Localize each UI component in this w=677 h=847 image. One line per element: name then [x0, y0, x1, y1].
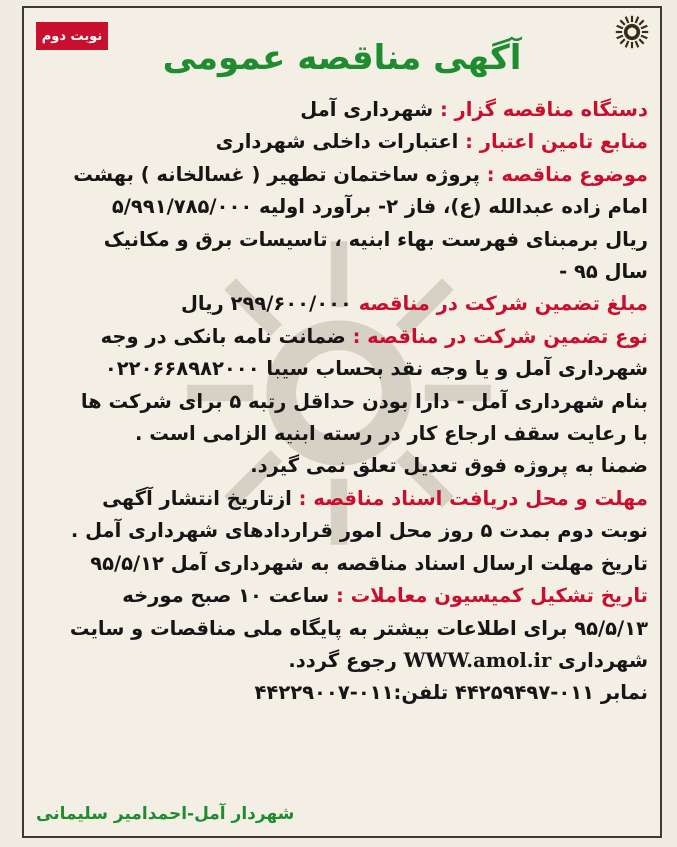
subject-text: سال ۹۵ - [559, 260, 648, 284]
guarantee-type-label: نوع تضمین شرکت در مناقصه : [352, 324, 648, 348]
second-round-badge: نوبت دوم [36, 22, 108, 50]
subject-text: پروژه ساختمان تطهیر ( غسالخانه ) بهشت [73, 162, 480, 186]
guarantee-amount-row [36, 288, 648, 320]
mayor-signature: شهردار آمل-احمدامیر سلیمانی [36, 804, 295, 824]
guarantee-type-text: ضمانت نامه بانکی در وجه [100, 324, 346, 348]
guarantee-type-text: ضمنا به پروژه فوق تعدیل تعلق نمی گیرد. [250, 454, 648, 478]
commission-text: شهرداری [558, 648, 648, 672]
funding-source-value: اعتبارات داخلی شهرداری [215, 130, 459, 154]
commission-website-row [36, 645, 648, 677]
guarantee-type-text: بنام شهرداری آمل - دارا بودن حداقل رتبه ۵ برای شرکت ها [80, 389, 648, 413]
contact-line: نمابر ۰۱۱-۴۴۲۵۹۴۹۷ تلفن:۰۱۱-۴۴۲۲۹۰۰۷ [254, 681, 648, 705]
commission-text: ساعت ۱۰ صبح مورخه [122, 584, 330, 608]
commission-row [36, 580, 648, 612]
tender-authority-value: شهرداری آمل [300, 98, 434, 121]
website-link[interactable]: WWW.amol.ir [403, 648, 552, 672]
notice-body [36, 94, 648, 710]
guarantee-type-row [36, 321, 648, 353]
commission-text: ۹۵/۵/۱۳ برای اطلاعات بیشتر به پایگاه ملی مناقصات و سایت [69, 616, 648, 640]
funding-source-row [36, 126, 648, 158]
funding-source-label: منابع تامین اعتبار : [465, 130, 648, 154]
subject-text: ریال برمبنای فهرست بهاء ابنیه ، تاسیسات برق و مکانیک [103, 227, 648, 251]
documents-text: ازتاریخ انتشار آگهی [102, 486, 292, 510]
documents-label: مهلت و محل دریافت اسناد مناقصه : [298, 486, 648, 510]
documents-text: نوبت دوم بمدت ۵ روز محل امور قراردادهای شهرداری آمل . [70, 519, 648, 543]
tender-authority-label: دستگاه مناقصه گزار : [439, 98, 648, 121]
subject-text: امام زاده عبدالله (ع)، فاز ۲- برآورد اولیه ۵/۹۹۱/۷۸۵/۰۰۰ [111, 195, 648, 219]
commission-label: تاریخ تشکیل کمیسیون معاملات : [336, 584, 648, 608]
tender-authority-row [36, 94, 648, 126]
commission-text: رجوع گردد. [288, 648, 397, 672]
guarantee-type-text: شهرداری آمل و یا وجه نقد بحساب سیبا ۰۲۲۰۶۶۸۹۸۲۰۰۰ [104, 357, 648, 381]
guarantee-type-text: با رعایت سقف ارجاع کار در رسته ابنیه الزامی است . [135, 422, 648, 446]
guarantee-amount-value: ۲۹۹/۶۰۰/۰۰۰ ریال [180, 292, 352, 316]
subject-label: موضوع مناقصه : [486, 162, 648, 186]
tender-notice [22, 6, 662, 838]
notice-title: آگهی مناقصه عمومی [162, 38, 522, 78]
documents-row [36, 483, 648, 515]
guarantee-amount-label: مبلغ تضمین شرکت در مناقصه [358, 292, 648, 316]
documents-text: تاریخ مهلت ارسال اسناد مناقصه به شهرداری آمل ۹۵/۵/۱۲ [90, 551, 648, 575]
subject-row [36, 159, 648, 191]
